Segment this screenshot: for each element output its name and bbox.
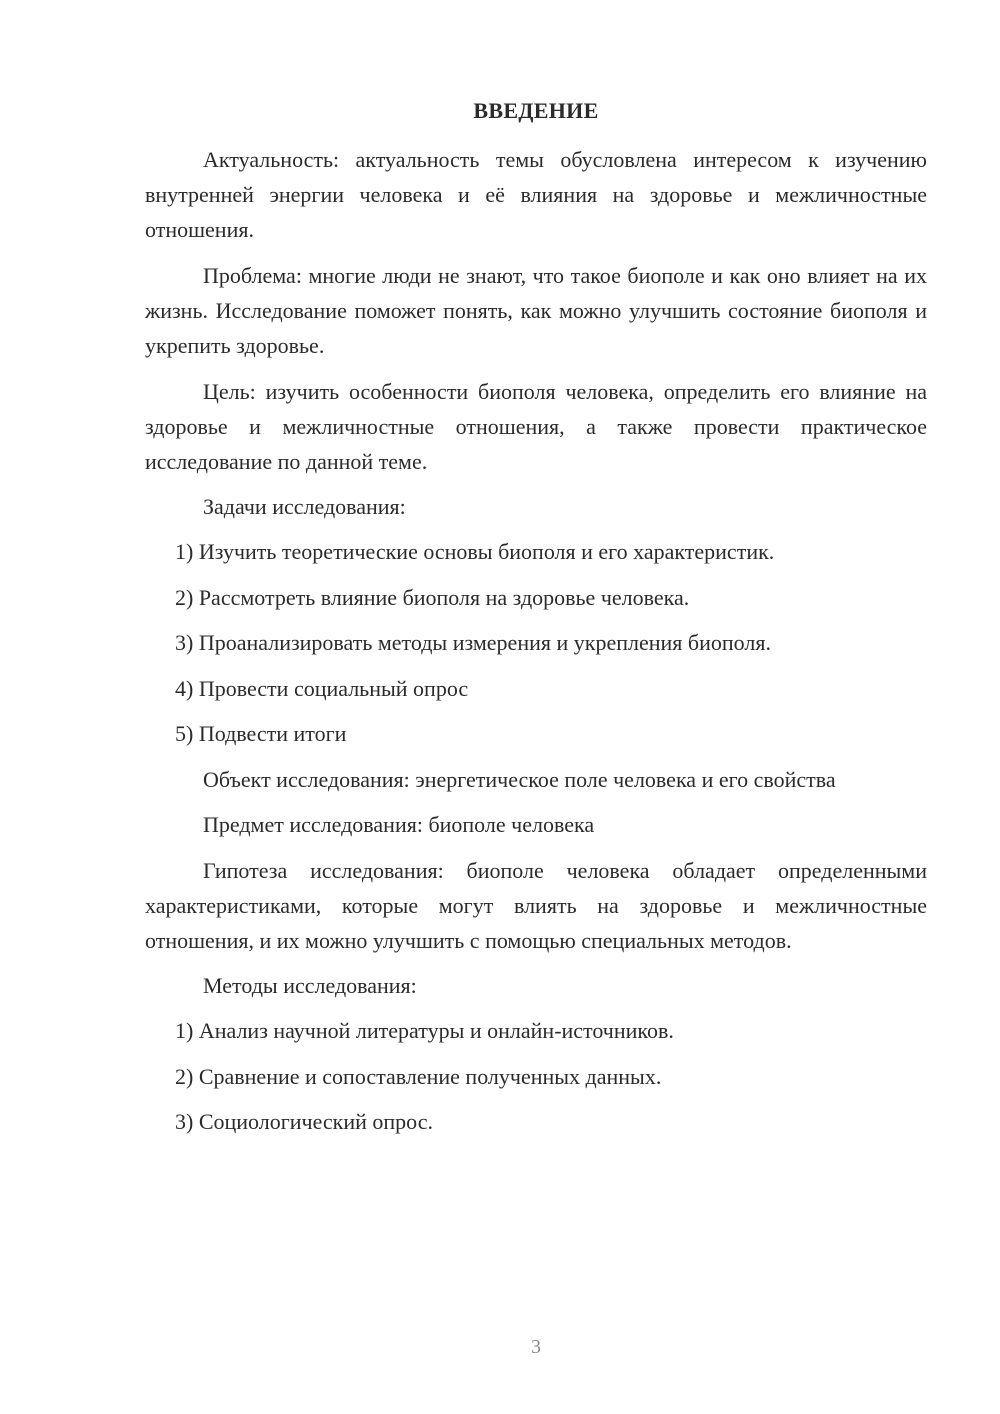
subject-line: Предмет исследования: биополе человека (203, 812, 595, 837)
relevance-paragraph: Актуальность: актуальность темы обусловлена интересом к изучению внутренней энергии человека и её влияния на здоровье и межличностные отношения. (145, 147, 927, 242)
task-item: 5) Подвести итоги (175, 721, 347, 746)
method-item: 1) Анализ научной литературы и онлайн-источников. (175, 1018, 674, 1043)
page-number: 3 (531, 1336, 541, 1358)
goal-paragraph: Цель: изучить особенности биополя человека, определить его влияние на здоровье и межличностные отношения, а также провести практическое исследование по данной теме. (145, 379, 927, 474)
methods-heading: Методы исследования: (203, 973, 417, 998)
hypothesis-paragraph: Гипотеза исследования: биополе человека обладает определенными характеристиками, которые могут влиять на здоровье и межличностные отношения, и их можно улучшить с помощью специальных методов. (145, 858, 927, 953)
method-item: 3) Социологический опрос. (175, 1109, 433, 1134)
problem-paragraph: Проблема: многие люди не знают, что такое биополе и как оно влияет на их жизнь. Исследование поможет понять, как можно улучшить состояние биополя и укрепить здоровье. (145, 263, 927, 358)
task-item: 4) Провести социальный опрос (175, 676, 469, 701)
tasks-heading: Задачи исследования: (203, 494, 406, 519)
method-item: 2) Сравнение и сопоставление полученных данных. (175, 1064, 662, 1089)
task-item: 2) Рассмотреть влияние биополя на здоровье человека. (175, 585, 690, 610)
object-line: Объект исследования: энергетическое поле человека и его свойства (203, 767, 836, 792)
task-item: 3) Проанализировать методы измерения и укрепления биополя. (175, 630, 771, 655)
section-title: ВВЕДЕНИЕ (473, 98, 599, 123)
task-item: 1) Изучить теоретические основы биополя и его характеристик. (175, 539, 775, 564)
